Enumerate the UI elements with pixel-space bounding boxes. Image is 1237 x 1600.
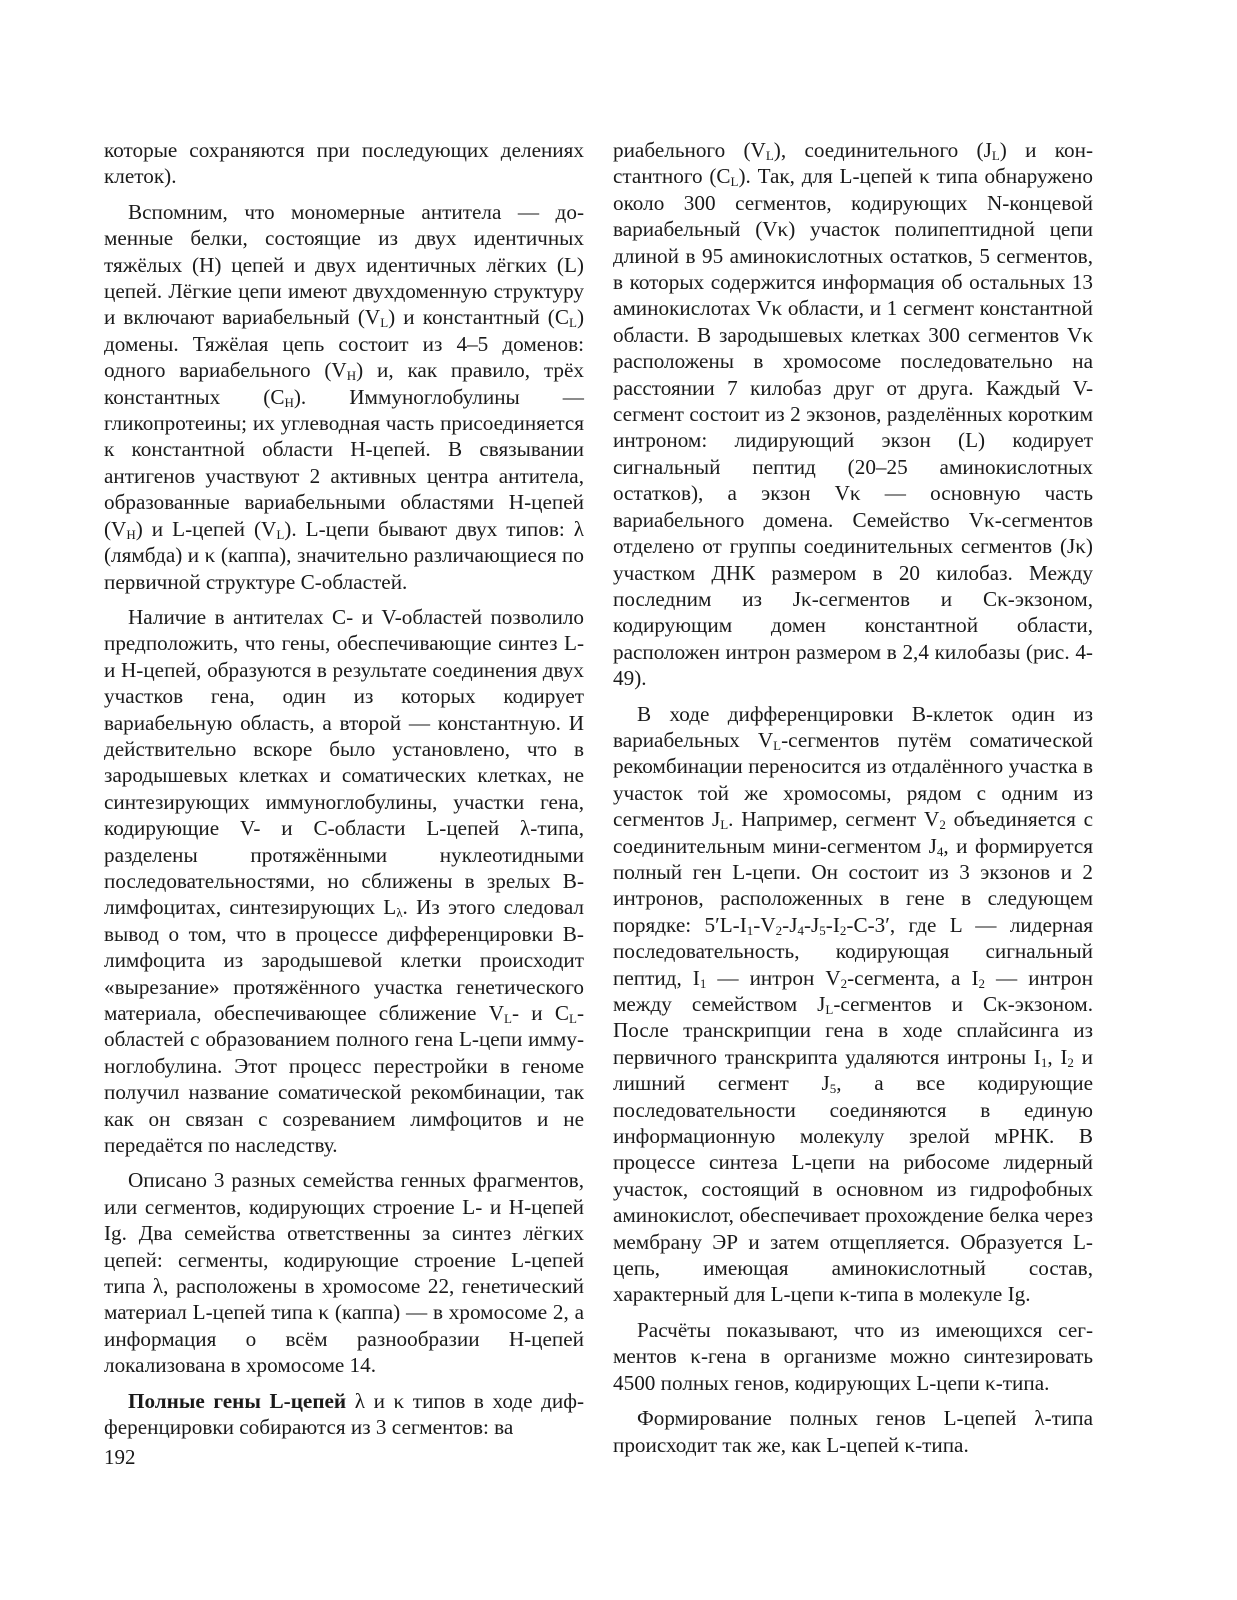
paragraph (613, 1405, 1093, 1458)
text-run: объединяется с соединительным мини-сегментом J (613, 807, 1093, 858)
subscript: L (825, 1002, 834, 1017)
text-run: -I (825, 912, 840, 937)
subscript: L (504, 1011, 512, 1026)
text-run: В ходе дифференцировки B-клеток один из вариабельных V (613, 701, 1093, 752)
text-run: -сегментов путём соматической рекомбинации переносится из отдалённого участка в участок той же хромосомы, рядом с одним из сегментов J (613, 727, 1094, 832)
paragraph (104, 604, 584, 1159)
subscript: H (284, 394, 294, 410)
text-run: Описано 3 разных семейства генных фрагментов, или сегментов, кодирующих строение L- и H-цепей Ig. Два семейства ответственны за синтез лёгких цепей: сегменты, кодирующие строение L-цепей типа λ, расположены в хромосоме 22, генетический материал L-цепей типа κ (каппа) — в хромосоме 2, а информация о всём разнообразии H-цепей локализована в хромосоме 14. (104, 1168, 584, 1378)
paragraph (104, 1167, 584, 1378)
text-run: - и C (511, 1001, 569, 1025)
text-run: Расчёты показывают, что из имеющихся сегментов κ-гена в организме можно синтезировать 4500 полных генов, кодирующих L-цепи κ-типа. (613, 1317, 1093, 1395)
text-run: , и формируется полный ген L-цепи. Он состоит из 3 экзонов и 2 интронов, расположенных в гене в следующем порядке: 5′L-I (613, 833, 1093, 937)
bold-term: Полные гены L-цепей (128, 1388, 347, 1413)
text-run: Вспомним, что мономерные антитела — доменные белки, состоящие из двух идентичных тяжёлых (H) цепей и двух идентичных лёгких (L) цепей. Лёгкие цепи имеют двухдоменную структуру и включают вариабельный (V (104, 199, 584, 330)
subscript: L (276, 526, 285, 542)
text-run: которые сохраняются при последующих делениях клеток). (104, 138, 584, 189)
subscript: 2 (840, 975, 848, 991)
subscript: 2 (839, 922, 847, 938)
text-run: -C-3′, где L — лидерная последовательность, кодирующая сигнальный пептид, I (613, 912, 1094, 990)
text-run: ) и константный (C (388, 305, 569, 330)
subscript: λ (396, 905, 403, 921)
subscript: L (765, 148, 774, 163)
subscript: 5 (819, 922, 826, 938)
subscript: L (380, 315, 389, 331)
text-run: — интрон V (706, 965, 841, 990)
text-run: -сегментов и Cκ-экзоном. После транскрипции гена в ходе сплайсинга из первичного транскрипта удаляются интроны I (613, 992, 1093, 1069)
text-run: . Например, сегмент V (728, 807, 940, 832)
subscript: 1 (699, 975, 707, 991)
subscript: 1 (1040, 1054, 1048, 1070)
text-run: ), соединительного (J (773, 138, 992, 162)
text-run: -J (782, 912, 798, 937)
text-run: -сегмента, а I (847, 965, 979, 990)
text-run: -областей с образованием полного гена L-цепи иммуноглобулина. Этот процесс перестройки в геноме получил название соматической рекомбинации, так как он связан с созреванием лимфоцитов и не передаётся по наследству. (104, 1001, 584, 1158)
text-run: ). Иммуноглобулины — гликопротеины; их углеводная часть присоединяется к константной области H-цепей. В связывании антигенов участвуют 2 активных центра антитела, образованные вариабельными областями H-цепей (V (104, 384, 584, 541)
paragraph (104, 1388, 584, 1441)
subscript: L (720, 817, 729, 833)
text-run: ). Так, для L-цепей κ типа обнаружено около 300 сегментов, кодирующих N-концевой вариабельный (Vκ) участок полипептидной цепи длиной в 95 аминокислотных остатков, 5 сегментов, в которых содержится информация об остальных 13 аминокислотах Vκ области, и 1 сегмент константной области. В зародышевых клетках 300 сегментов Vκ расположены в хромосоме последовательно на расстоянии 7 килобаз друг от друга. Каждый V-сегмент состоит из 2 экзонов, разделённых коротким интроном: лидирующий экзон (L) кодирует сигнальный пептид (20–25 аминокислотных остатков), а экзон Vκ — основную часть вариабельного домена. Семейство Vκ-сегментов отделено от группы соединительных сегментов (Jκ) участком ДНК размером в 20 килобаз. Между последним из Jκ-сегментов и Cκ-экзоном, кодирующим домен константной области, расположен интрон размером в 2,4 килобазы (рис. 4-49). (613, 164, 1093, 691)
text-run: риабельного (V (613, 138, 766, 162)
subscript: 2 (939, 817, 946, 833)
subscript: L (991, 148, 1000, 163)
text-run: . Из этого следовал вывод о том, что в процессе дифференцировки B-лимфоцита из зародышевой клетки происходит «вырезание» протяжённого участка генетического материала, обеспечивающее сближение V (104, 895, 584, 1025)
right-column (613, 137, 1093, 1458)
subscript: 2 (1067, 1054, 1074, 1070)
subscript: L (568, 1011, 577, 1026)
subscript: 4 (797, 922, 804, 938)
left-column (104, 137, 584, 1441)
text-run: , I (1047, 1044, 1068, 1069)
subscript: 2 (775, 922, 783, 938)
paragraph (613, 1317, 1093, 1396)
text-run: Формирование полных генов L-цепей λ-типа происходит так же, как L-цепей κ-типа. (613, 1406, 1093, 1457)
text-run: -V (753, 912, 776, 937)
paragraph (613, 701, 1093, 1308)
paragraph (104, 137, 584, 190)
text-run: и лишний сегмент J (613, 1044, 1093, 1096)
subscript: L (568, 315, 577, 331)
subscript: L (773, 737, 782, 753)
subscript: H (126, 526, 136, 542)
text-run: λ и κ типов в ходе дифференцировки собираются из 3 сегментов: ва (104, 1388, 584, 1440)
text-run: , а все кодирующие последовательности соединяются в единую информационную молекулу зрелой мРНК. В процессе синтеза L-цепи на рибосоме лидерный участок, состоящий в основном из гидрофобных аминокислот, обеспечивает прохождение белка через мембрану ЭР и затем отщепляется. Образуется L-цепь, имеющая аминокислотный состав, характерный для L-цепи κ-типа в молекуле Ig. (613, 1071, 1093, 1307)
text-run: ). L-цепи бывают двух типов: λ (лямбда) и κ (каппа), значительно различающиеся по первичной структуре C-областей. (104, 516, 584, 594)
subscript: 2 (978, 975, 986, 991)
text-run: ) и, как правило, трёх константных (C (104, 358, 584, 409)
paragraph (613, 137, 1093, 692)
text-run: ) и константного (C (613, 138, 1093, 189)
page-number: 192 (104, 1445, 136, 1469)
subscript: 1 (746, 922, 754, 938)
text-run: Наличие в антителах C- и V-областей позволило предположить, что гены, обеспечивающие синтез L- и H-цепей, образуются в результате соединения двух участков гена, один из которых кодирует вариабельную область, а второй — константную. И действительно вскоре было установлено, что в зародышевых клетках и соматических клетках, не синтезирующих иммуноглобулины, участки гена, кодирующие V- и C-области L-цепей λ-типа, разделены протяжёнными нуклеотидными последовательностями, но сближены в зрелых B-лимфоцитах, синтезирующих L (104, 604, 584, 920)
paragraph (104, 199, 584, 595)
subscript: L (730, 174, 739, 190)
text-run: -J (803, 912, 820, 937)
subscript: H (346, 368, 357, 384)
subscript: 5 (829, 1081, 837, 1097)
text-run: — интрон между семейством J (613, 965, 1093, 1016)
text-run: ) и L-цепей (V (135, 516, 277, 541)
subscript: 4 (936, 843, 944, 859)
text-run: ) домены. Тяжёлая цепь состоит из 4–5 доменов: одного вариабельного (V (104, 305, 584, 383)
